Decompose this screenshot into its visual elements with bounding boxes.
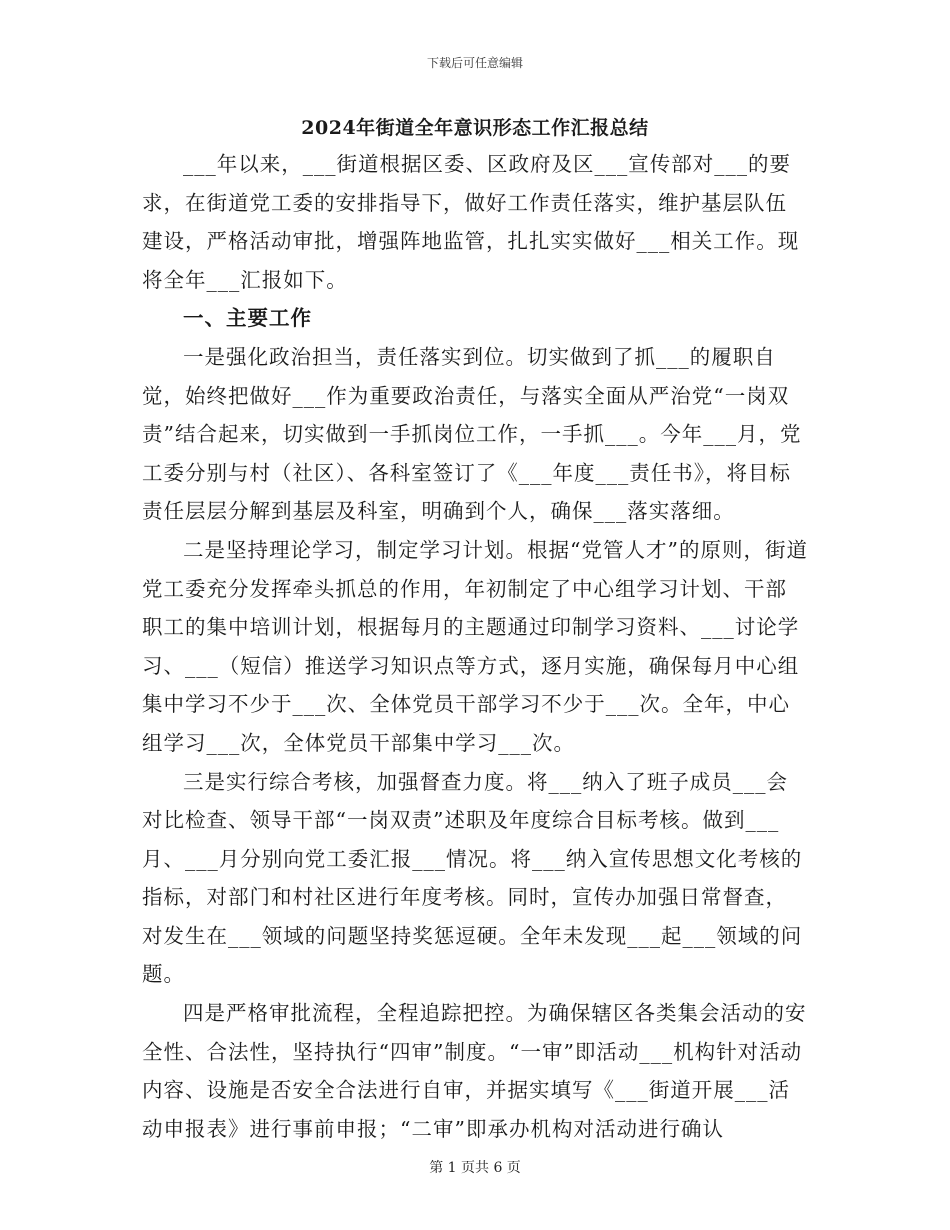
paragraph-3: 三是实行综合考核，加强督查力度。将___纳入了班子成员___会对比检查、领导干部“一岗双责”述职及年度综合目标考核。做到___月、___月分别向党工委汇报___情况。将___纳入宣传思想文化考核的指标，对部门和村社区进行年度考核。同时，宣传办加强日常督查，对发生在___领域的问题坚持奖惩逗硬。全年未发现___起___领域的问题。 bbox=[142, 769, 803, 987]
intro-paragraph: ___年以来，___街道根据区委、区政府及区___宣传部对___的要求，在街道党工委的安排指导下，做好工作责任落实，维护基层队伍建设，严格活动审批，增强阵地监管，扎扎实实做好___相关工作。现将全年___汇报如下。 bbox=[142, 152, 800, 292]
paragraph-1: 一是强化政治担当，责任落实到位。切实做到了抓___的履职自觉，始终把做好___作为重要政治责任，与落实全面从严治党“一岗双责”结合起来，切实做到一手抓岗位工作，一手抓___。今年___月，党工委分别与村（社区）、各科室签订了《___年度___责任书》，将目标责任层层分解到基层及科室，明确到个人，确保___落实落细。 bbox=[142, 344, 802, 524]
document-title: 2024年街道全年意识形态工作汇报总结 bbox=[301, 117, 649, 139]
paragraph-4: 四是严格审批流程，全程追踪把控。为确保辖区各类集会活动的安全性、合法性，坚持执行“四审”制度。“一审”即活动___机构针对活动内容、设施是否安全合法进行自审，并据实填写《___街道开展___活动申报表》进行事前申报；“二审”即承办机构对活动进行确认 bbox=[142, 1001, 807, 1141]
header-note: 下载后可任意编辑 bbox=[426, 56, 523, 70]
paragraph-2: 二是坚持理论学习，制定学习计划。根据“党管人才”的原则，街道党工委充分发挥牵头抓总的作用，年初制定了中心组学习计划、干部职工的集中培训计划，根据每月的主题通过印制学习资料、___讨论学习、___（短信）推送学习知识点等方式，逐月实施，确保每月中心组集中学习不少于___次、全体党员干部学习不少于___次。全年，中心组学习___次，全体党员干部集中学习___次。 bbox=[142, 537, 808, 755]
page-number: 第 1 页共 6 页 bbox=[429, 1160, 521, 1176]
document-body bbox=[142, 145, 808, 1148]
section-heading-main-work: 一、主要工作 bbox=[183, 306, 312, 331]
